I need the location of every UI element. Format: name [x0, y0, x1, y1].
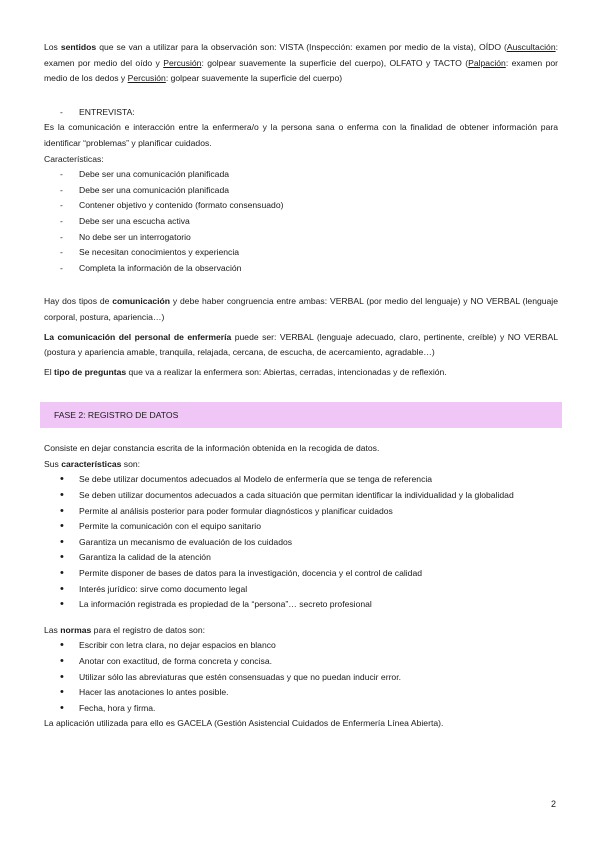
- list-item: • Escribir con letra clara, no dejar espacios en blanco: [44, 638, 558, 654]
- bold-term: características: [61, 458, 122, 469]
- list-item: - Se necesitan conocimientos y experiencia: [44, 245, 558, 261]
- list-item: - Debe ser una comunicación planificada: [44, 167, 558, 183]
- nursing-communication-paragraph: [44, 330, 558, 361]
- list-item: • Permite al análisis posterior para poder formular diagnósticos y planificar cuidados: [44, 504, 558, 520]
- text: El: [44, 366, 55, 377]
- fase2-characteristics-list: [44, 472, 558, 612]
- list-item: • Se deben utilizar documentos adecuados a cada situación que permitan identificar la individualidad y la globalidad: [44, 488, 558, 504]
- list-item: - Debe ser una escucha activa: [44, 214, 558, 230]
- list-item: • La información registrada es propiedad de la “persona”… secreto profesional: [44, 597, 558, 613]
- list-item: • Hacer las anotaciones lo antes posible.: [44, 685, 558, 701]
- list-item: - Completa la información de la observación: [44, 261, 558, 277]
- document-page: [44, 40, 558, 732]
- section-heading-band: [40, 402, 562, 428]
- bold-term: comunicación: [112, 296, 171, 307]
- bold-term: La comunicación del personal de enfermería: [44, 331, 232, 342]
- list-item: - No debe ser un interrogatorio: [44, 230, 558, 246]
- entrevista-definition: Es la comunicación e interacción entre la enfermera/o y la persona sana o enferma con la finalidad de obtener información para identificar “problemas” y planificar cuidados.: [44, 122, 558, 148]
- text: que se van a utilizar para la observación son: VISTA (Inspección: examen por medio de la vista), OÍDO (: [96, 42, 507, 52]
- fase2-characteristics-label: [44, 457, 558, 473]
- text: son:: [121, 458, 141, 469]
- list-item: • Permite disponer de bases de datos para la investigación, docencia y el control de calidad: [44, 566, 558, 582]
- underlined-term: Percusión: [163, 57, 202, 68]
- fase2-intro: Consiste en dejar constancia escrita de la información obtenida en la recogida de datos.: [44, 443, 380, 454]
- text: : golpear suavemente la superficie del cuerpo), OLFATO y TACTO (: [201, 57, 469, 68]
- list-item: • Garantiza un mecanismo de evaluación de los cuidados: [44, 535, 558, 551]
- entrevista-characteristics-list: [44, 167, 558, 276]
- text: : examen por medio del oído y: [44, 42, 558, 68]
- text: : golpear suavemente la superficie del cuerpo): [165, 73, 343, 84]
- senses-paragraph: [44, 40, 558, 87]
- text: Sus: [44, 458, 62, 469]
- normas-list: [44, 638, 558, 716]
- text: Hay dos tipos de: [44, 296, 113, 307]
- text: y debe haber congruencia entre ambas: VERBAL (por medio del lenguaje) y NO VERBAL (lenguaje corporal, postura, apariencia…): [44, 296, 558, 322]
- list-item: - Contener objetivo y contenido (formato consensuado): [44, 198, 558, 214]
- list-item: • Utilizar sólo las abreviaturas que estén consensuadas y que no puedan inducir error.: [44, 670, 558, 686]
- list-item: - Debe ser una comunicación planificada: [44, 183, 558, 199]
- list-item: • Se debe utilizar documentos adecuados al Modelo de enfermería que se tenga de referencia: [44, 472, 558, 488]
- page-number: 2: [551, 799, 557, 809]
- application-paragraph: La aplicación utilizada para ello es GACELA (Gestión Asistencial Cuidados de Enfermería Línea Abierta).: [44, 718, 444, 729]
- list-item: • Permite la comunicación con el equipo sanitario: [44, 519, 558, 535]
- list-item: • Garantiza la calidad de la atención: [44, 550, 558, 566]
- text: Las: [44, 624, 61, 635]
- list-item: • Fecha, hora y firma.: [44, 701, 558, 717]
- entrevista-heading: - ENTREVISTA:: [44, 105, 558, 121]
- bold-term: normas: [60, 624, 92, 635]
- list-item: • Anotar con exactitud, de forma concreta y concisa.: [44, 654, 558, 670]
- underlined-term: Percusión: [127, 73, 166, 84]
- underlined-term: Auscultación: [506, 42, 556, 52]
- underlined-term: Palpación: [468, 57, 506, 68]
- text: para el registro de datos son:: [91, 624, 205, 635]
- text: puede ser: VERBAL (lenguaje adecuado, claro, pertinente, creíble) y NO VERBAL (postura y apariencia amable, tranquila, relajada, cercana, de escucha, de acercamiento, agradable…): [44, 331, 558, 358]
- bold-term: sentidos: [60, 42, 97, 52]
- text: : examen por medio de los dedos y: [44, 57, 558, 84]
- question-types-paragraph: [44, 365, 558, 381]
- list-item: • Interés jurídico: sirve como documento legal: [44, 582, 558, 598]
- normas-label: [44, 623, 558, 639]
- bold-term: tipo de preguntas: [54, 366, 127, 377]
- entrevista-heading-list: [44, 105, 558, 121]
- section-title: FASE 2: REGISTRO DE DATOS: [54, 410, 179, 421]
- text: Los: [44, 42, 61, 52]
- characteristics-label: Características:: [44, 153, 104, 164]
- text: que va a realizar la enfermera son: Abiertas, cerradas, intencionadas y de reflexión.: [126, 366, 447, 377]
- communication-types-paragraph: [44, 294, 558, 325]
